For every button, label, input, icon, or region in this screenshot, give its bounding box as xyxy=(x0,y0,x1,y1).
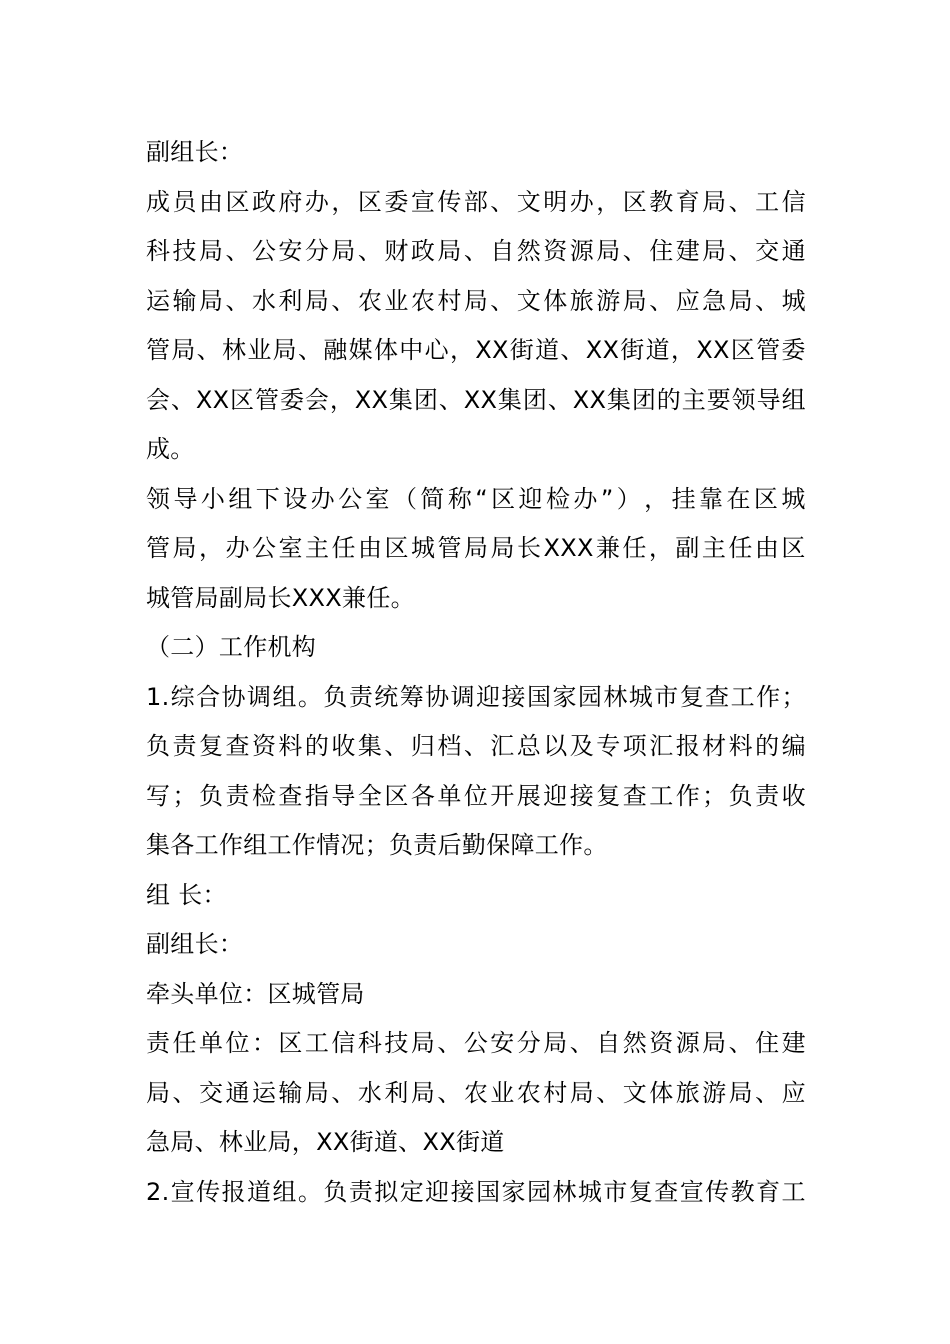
text-line: 牵头单位：区城管局 xyxy=(146,979,365,1008)
text-line: 写 ； 负 责 检 查 指 导 全 区 各 单 位 开 展 迎 接 复 查 工 作 ； 负 责 收 xyxy=(146,781,806,810)
text-line: 成。 xyxy=(146,435,195,463)
text-line: 组 长： xyxy=(146,880,227,909)
text-line: 成 员 由 区 政 府 办 ， 区 委 宣 传 部 、 文 明 办 ， 区 教 育 局 、 工 信 xyxy=(146,187,806,216)
text-line: 科 技 局 、 公 安 分 局 、 财 政 局 、 自 然 资 源 局 、 住 建 局 、 交 通 xyxy=(146,237,806,265)
text-line: 局 、 交 通 运 输 局 、 水 利 局 、 农 业 农 村 局 、 文 体 旅 游 局 、 应 xyxy=(146,1078,806,1107)
text-line: 责 任 单 位 ： 区 工 信 科 技 局 、 公 安 分 局 、 自 然 资 源 局 、 住 建 xyxy=(146,1029,806,1057)
text-line: 1. 综 合 协 调 组 。 负 责 统 筹 协 调 迎 接 国 家 园 林 城 市 复 查 工 作 ； xyxy=(146,682,806,711)
text-line: 管 局 ， 办 公 室 主 任 由 区 城 管 局 局 长 XXX 兼 任 ， 副 主 任 由 区 xyxy=(146,534,806,562)
text-line: 运 输 局 、 水 利 局 、 农 业 农 村 局 、 文 体 旅 游 局 、 应 急 局 、 城 xyxy=(146,286,806,315)
text-line: 管 局 、 林 业 局 、 融 媒 体 中 心 ， XX 街 道 、 XX 街 道 ， XX 区 管 委 xyxy=(146,336,806,364)
text-line: 城管局副局长XXX兼任。 xyxy=(146,583,415,612)
text-line: （二）工作机构 xyxy=(146,633,317,661)
text-line: 急局、林业局，XX街道、XX街道 xyxy=(146,1128,505,1156)
text-line: 负 责 复 查 资 料 的 收 集 、 归 档 、 汇 总 以 及 专 项 汇 报 材 料 的 编 xyxy=(146,732,806,760)
text-line: 2. 宣 传 报 道 组 。 负 责 拟 定 迎 接 国 家 园 林 城 市 复 查 宣 传 教 育 工 xyxy=(146,1177,806,1206)
text-line: 副组长： xyxy=(146,138,244,166)
text-line: 领 导 小 组 下 设 办 公 室 （ 简 称 “ 区 迎 检 办 ” ） ， 挂 靠 在 区 城 xyxy=(146,484,806,513)
text-line: 集各工作组工作情况；负责后勤保障工作。 xyxy=(146,831,608,859)
text-line: 副组长： xyxy=(146,930,244,958)
text-line: 会 、 XX 区 管 委 会 ， XX 集 团 、 XX 集 团 、 XX 集 团 的 主 要 领 导 组 xyxy=(146,385,806,414)
document-body xyxy=(146,128,806,1217)
